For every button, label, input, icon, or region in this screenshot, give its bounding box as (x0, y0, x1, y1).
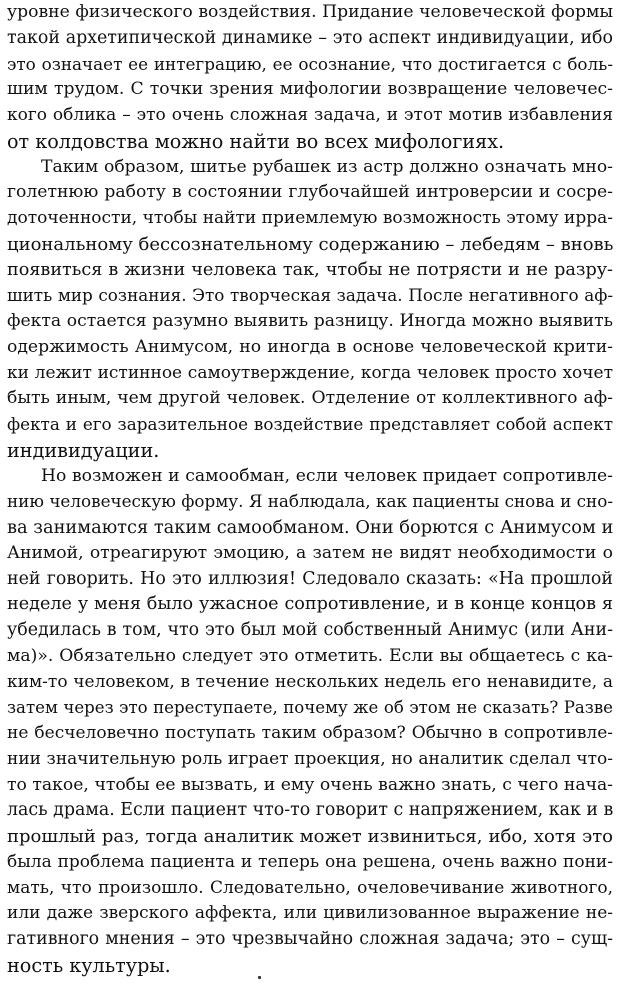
text-line: убедилась в том, что это был мой собственный Анимус (или Ани- (7, 620, 613, 640)
text-line: уровне физического воздействия. Придание человеческой формы (7, 2, 613, 22)
paragraph-1 (7, 0, 613, 155)
text-line: такой архетипической динамике – это аспект индивидуации, ибо (7, 27, 613, 48)
text-line: ки лежит истинное самоутверждение, когда человек просто хочет (7, 362, 613, 383)
text-line: голетнюю работу в состоянии глубочайшей интроверсии и сосре- (7, 182, 613, 203)
text-line: от колдовства можно найти во всех мифологиях. (7, 129, 505, 153)
text-line: не бесчеловечно поступать таким образом? Обычно в сопротивле- (7, 723, 613, 743)
text-line: шить мир сознания. Это творческая задача. После негативного аф- (7, 285, 613, 306)
paragraph-2 (7, 155, 613, 464)
text-line: гативного мнения – это чрезвычайно сложная задача; это – сущ- (7, 929, 613, 949)
text-line: лась драма. Если пациент что-то говорит с напряжением, как и в (7, 800, 614, 821)
text-line: или даже зверского аффекта, или цивилизованное выражение не- (7, 903, 613, 924)
page-mark (258, 976, 261, 979)
text-line: была проблема пациента и теперь она решена, очень важно пони- (7, 851, 613, 872)
text-line: фекта и его заразительное воздействие представляет собой аспект (7, 414, 613, 434)
paragraph-3 (7, 464, 613, 979)
text-line: индивидуации. (7, 438, 160, 462)
text-line: Анимой, отреагируют эмоцию, а затем не видят необходимости о (7, 542, 613, 563)
text-line: прошлый раз, тогда аналитик может извиниться, ибо, хотя это (7, 826, 613, 847)
text-line: быть иным, чем другой человек. Отделение от коллективного аф- (7, 388, 613, 409)
text-line: затем через это переступаете, почему же об этом не сказать? Разве (7, 698, 613, 718)
text-line: циональному бессознательному содержанию – лебедям – вновь (7, 233, 614, 255)
text-line: кого облика – это очень сложная задача, и этот мотив избавления (7, 105, 613, 125)
text-line: нии значительную роль играет проекция, но аналитик сделал что- (7, 748, 613, 769)
text-line: неделе у меня было ужасное сопротивление, и в конце концов я (7, 594, 613, 615)
text-line: то такое, чтобы ее вызвать, и ему очень важно знать, с чего нача- (7, 774, 613, 795)
text-line: ва занимаются таким самообманом. Они борются с Анимусом и (7, 517, 614, 538)
text-line: нию человеческую форму. Я наблюдала, как пациенты снова и сно- (7, 491, 613, 512)
text-line: ким-то человеком, в течение нескольких недель его ненавидите, а (7, 671, 613, 692)
body-text (7, 0, 613, 979)
text-line: доточенности, чтобы найти приемлемую возможность этому ирра- (7, 208, 613, 228)
text-line: ма)». Обязательно следует это отметить. Если вы общаетесь с ка- (7, 645, 613, 666)
text-line: мать, что произошло. Следовательно, очеловечивание животного, (7, 877, 613, 898)
text-line: ней говорить. Но это иллюзия! Следовало сказать: «На прошлой (7, 568, 613, 589)
text-line: Таким образом, шитье рубашек из астр должно означать мно- (41, 156, 613, 177)
text-line: одержимость Анимусом, но иногда в основе человеческой крити- (7, 336, 613, 357)
text-line: ность культуры. (7, 953, 171, 977)
text-line: появиться в жизни человека так, чтобы не потрясти и не разру- (7, 259, 613, 280)
text-line: фекта остается разумно выявить разницу. Иногда можно выявить (7, 311, 613, 331)
text-line: Но возможен и самообман, если человек придает сопротивле- (41, 465, 613, 486)
text-line: шим трудом. С точки зрения мифологии возвращение человечес- (7, 79, 613, 100)
text-line: это означает ее интеграцию, ее осознание, что достигается с боль- (7, 53, 613, 74)
